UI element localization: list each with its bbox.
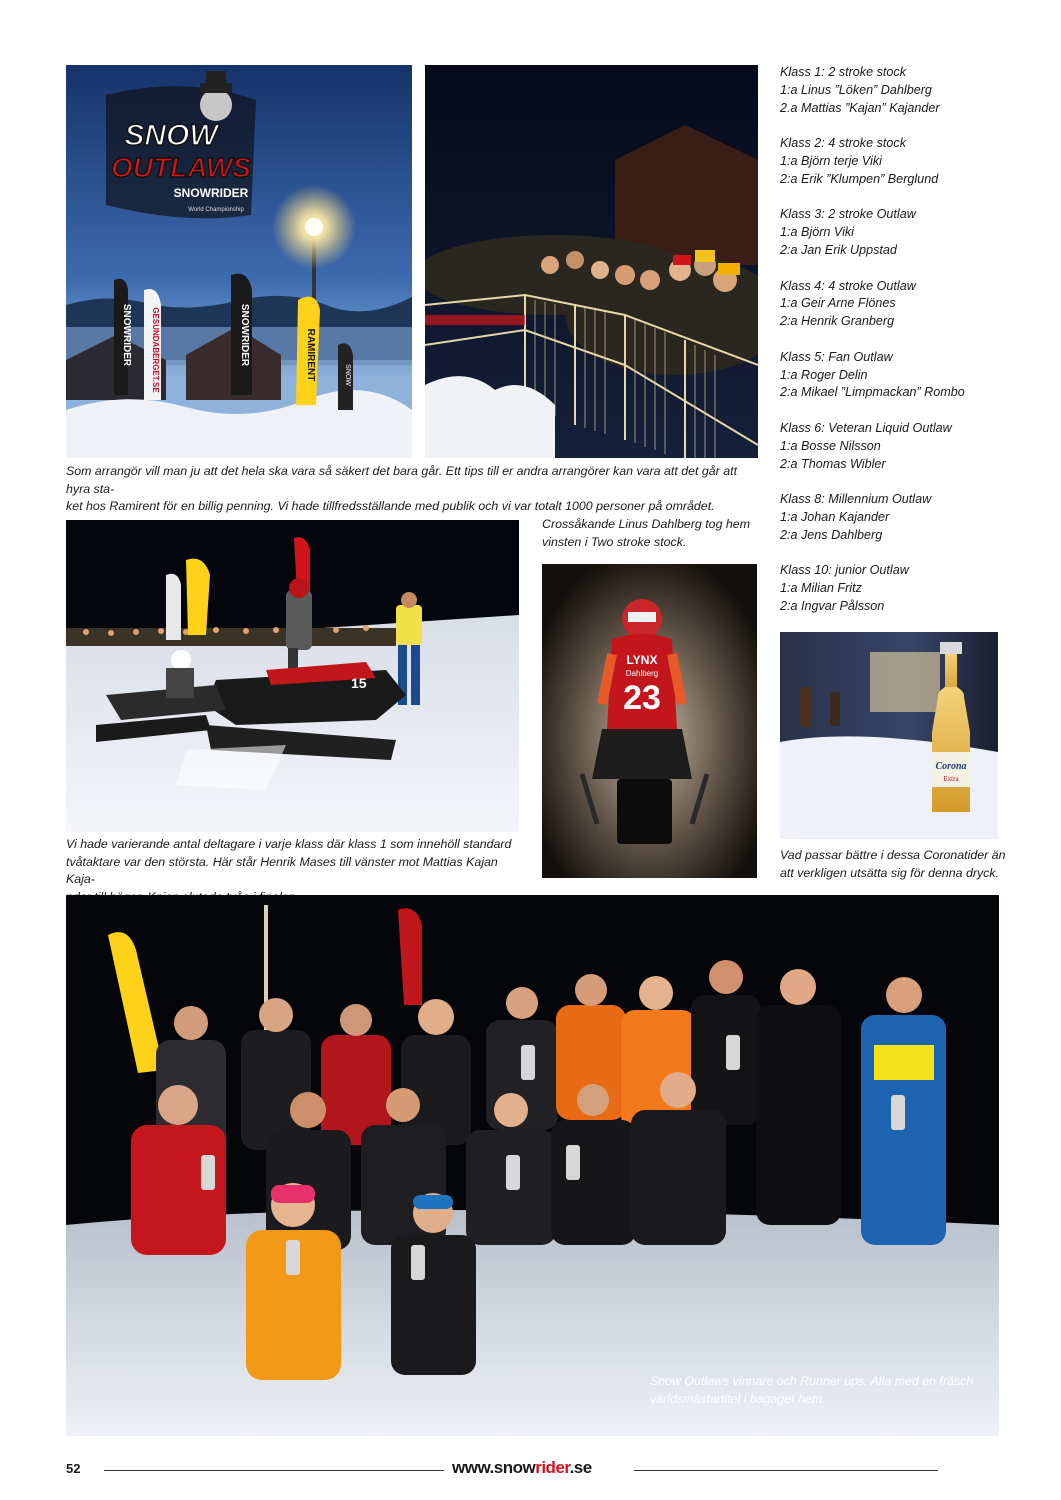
svg-text:Corona: Corona <box>935 761 967 772</box>
svg-text:15: 15 <box>351 675 367 691</box>
photo-start-line <box>66 520 519 832</box>
svg-text:World Championship: World Championship <box>188 207 244 213</box>
footer-rule-left <box>104 1470 444 1471</box>
result-klass-2: Klass 2: 4 stroke stock 1:a Björn terje Viki 2:a Erik ”Klumpen” Berglund <box>780 136 939 186</box>
svg-text:LYNX: LYNX <box>626 653 658 667</box>
svg-text:GESUNDABERGET.SE: GESUNDABERGET.SE <box>151 307 160 393</box>
svg-text:SNOWRIDER: SNOWRIDER <box>121 303 132 367</box>
caption-group: Snow Outlaws vinnare och Runner ups. Alla med en fräsch världsmästartitel i bagaget hem. <box>650 1374 974 1406</box>
photo-corona-bottle <box>780 632 998 839</box>
results-list <box>780 64 1020 634</box>
photo-crowd-fence <box>425 65 758 458</box>
footer-rule-right <box>634 1470 938 1471</box>
svg-text:Dahlberg: Dahlberg <box>625 669 659 678</box>
site-prefix: www.snow <box>452 1458 536 1477</box>
result-klass-5: Klass 5: Fan Outlaw 1:a Roger Delin 2:a Mikael ”Limpmackan” Rombo <box>780 349 965 400</box>
svg-text:SNOWRIDER: SNOWRIDER <box>239 303 250 367</box>
svg-text:SNOW: SNOW <box>344 364 351 386</box>
result-klass-3: Klass 3: 2 stroke Outlaw 1:a Björn Viki 2:a Jan Erik Uppstad <box>780 207 916 257</box>
svg-text:SNOWRIDER: SNOWRIDER <box>173 186 249 200</box>
svg-text:Extra: Extra <box>943 775 959 783</box>
caption-crossakande: Crossåkande Linus Dahlberg tog hem vinsten i Two stroke stock. <box>542 517 751 549</box>
result-klass-10: Klass 10: junior Outlaw 1:a Milian Fritz 2:a Ingvar Pålsson <box>780 563 909 613</box>
svg-text:SNOW: SNOW <box>124 119 218 152</box>
result-klass-4: Klass 4: 4 stroke Outlaw 1:a Geir Arne Flönes 2:a Henrik Granberg <box>780 278 916 329</box>
caption-corona: Vad passar bättre i dessa Coronatider än att verkligen utsätta sig för denna dryck. <box>780 848 1006 880</box>
result-klass-6: Klass 6: Veteran Liquid Outlaw 1:a Bosse Nilsson 2:a Thomas Wibler <box>780 420 952 471</box>
svg-text:23: 23 <box>623 679 661 717</box>
photo-event-dusk <box>66 65 412 458</box>
caption-top-line-1: Som arrangör vill man ju att det hela ska vara så säkert det bara går. Ett tips till er andra arrangörer kan vara att det går att hyra sta- <box>66 464 738 496</box>
caption-top <box>66 463 758 516</box>
site-link[interactable] <box>452 1458 592 1478</box>
svg-text:OUTLAWS: OUTLAWS <box>111 152 251 183</box>
result-klass-1: Klass 1: 2 stroke stock 1:a Linus ”Löken” Dahlberg 2.a Mattias ”Kajan” Kajander <box>780 65 940 115</box>
page-number: 52 <box>66 1461 81 1476</box>
caption-top-line-2: ket hos Ramirent för en billig penning. Vi hade tillfredsställande med publik och vi var totalt 1000 personer på området. <box>66 499 715 513</box>
result-klass-8: Klass 8: Millennium Outlaw 1:a Johan Kajander 2:a Jens Dahlberg <box>780 492 932 542</box>
site-red: rider <box>535 1458 570 1477</box>
caption-mid: Vi hade varierande antal deltagare i varje klass där klass 1 som innehöll standard tvåtaktare var den största. Här står Henrik Mases till vänster mot Mattias Kajan Kaja- <box>66 837 512 886</box>
photo-rider-23 <box>542 564 757 878</box>
svg-text:RAMIRENT: RAMIRENT <box>305 328 316 382</box>
photo-group-winners <box>66 895 999 1436</box>
site-suffix: .se <box>569 1458 592 1477</box>
